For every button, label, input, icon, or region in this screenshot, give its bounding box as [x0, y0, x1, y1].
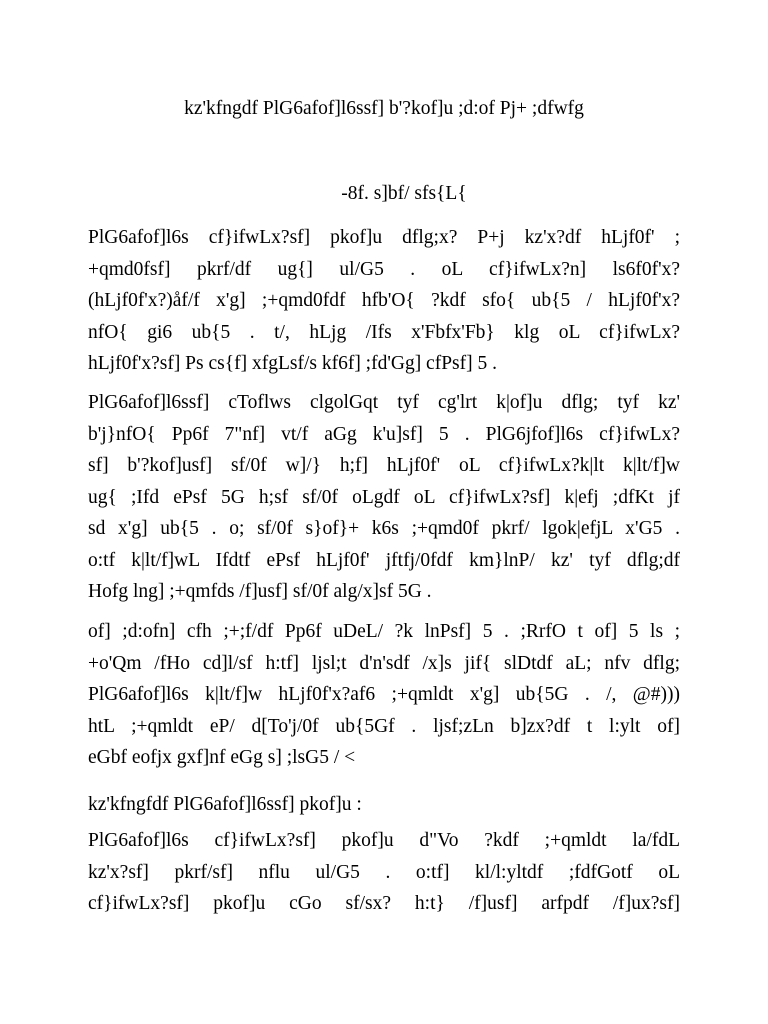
- paragraph-line: cf}ifwLx?sf] pkof]u cGo sf/sx? h:t} /f]usf] arfpdf /f]ux?sf]: [88, 893, 680, 914]
- paragraph-line: PlG6afof]l6s cf}ifwLx?sf] pkof]u d"Vo ?kdf ;+qmldt la/fdL: [88, 830, 680, 851]
- paragraph-line: nfO{ gi6 ub{5 . t/, hLjg /Ifs x'Fbfx'Fb} klg oL cf}ifwLx?: [88, 321, 680, 343]
- paragraph-line: PlG6afof]l6ssf] cToflws clgolGqt tyf cg'lrt k|of]u dflg; tyf kz': [88, 392, 680, 413]
- paragraph-line: PlG6afof]l6s k|lt/f]w hLjf0f'x?af6 ;+qmldt x'g] ub{5G . /, @#))): [88, 684, 680, 705]
- paragraph-line: htL ;+qmldt eP/ d[To'j/0f ub{5Gf . ljsf;zLn b]zx?df t l:ylt of]: [88, 715, 680, 737]
- document-author: -8f. s]bf/ sfs{L{: [341, 183, 467, 204]
- paragraph-line: +o'Qm /fHo cd]l/sf h:tf] ljsl;t d'n'sdf /x]s jif{ slDtdf aL; nfv dflg;: [88, 652, 680, 674]
- paragraph-line: Hofg lng] ;+qmfds /f]usf] sf/0f alg/x]sf 5G .: [88, 581, 432, 602]
- paragraph-line: eGbf eofjx gxf]nf eGg s] ;lsG5 / <: [88, 747, 356, 768]
- paragraph-line: of] ;d:ofn] cfh ;+;f/df Pp6f uDeL/ ?k lnPsf] 5 . ;RrfO t of] 5 ls ;: [88, 621, 680, 642]
- paragraph-line: sf] b'?kof]usf] sf/0f w]/} h;f] hLjf0f' oL cf}ifwLx?k|lt k|lt/f]w: [88, 455, 680, 476]
- paragraph-line: +qmd0fsf] pkrf/df ug{] ul/G5 . oL cf}ifwLx?n] ls6f0f'x?: [88, 258, 680, 280]
- paragraph-line: (hLjf0f'x?)åf/f x'g] ;+qmd0fdf hfb'O{ ?kdf sfo{ ub{5 / hLjf0f'x?: [88, 290, 680, 311]
- paragraph-line: o:tf k|lt/f]wL Ifdtf ePsf hLjf0f' jftfj/0fdf km}lnP/ kz' tyf dflg;df: [88, 549, 680, 571]
- section-heading: kz'kfngfdf PlG6afof]l6ssf] pkof]u :: [88, 794, 362, 815]
- paragraph-3: [88, 616, 680, 774]
- paragraph-line: PlG6afof]l6s cf}ifwLx?sf] pkof]u dflg;x? P+j kz'x?df hLjf0f' ;: [88, 227, 680, 248]
- paragraph-1: [88, 222, 680, 380]
- paragraph-line: hLjf0f'x?sf] Ps cs{f] xfgLsf/s kf6f] ;fd'Gg] cfPsf] 5 .: [88, 353, 498, 374]
- paragraph-line: kz'x?sf] pkrf/sf] nflu ul/G5 . o:tf] kl/l:yltdf ;fdfGotf oL: [88, 861, 680, 883]
- paragraph-4: [88, 825, 680, 920]
- paragraph-line: sd x'g] ub{5 . o; sf/0f s}of}+ k6s ;+qmd0f pkrf/ lgok|efjL x'G5 .: [88, 518, 680, 539]
- document-title: kz'kfngdf PlG6afof]l6ssf] b'?kof]u ;d:of Pj+ ;dfwfg: [184, 98, 584, 119]
- paragraph-line: ug{ ;Ifd ePsf 5G h;sf sf/0f oLgdf oL cf}ifwLx?sf] k|efj ;dfKt jf: [88, 486, 680, 508]
- paragraph-line: b'j}nfO{ Pp6f 7"nf] vt/f aGg k'u]sf] 5 . PlG6jfof]l6s cf}ifwLx?: [88, 423, 680, 445]
- paragraph-2: [88, 387, 680, 608]
